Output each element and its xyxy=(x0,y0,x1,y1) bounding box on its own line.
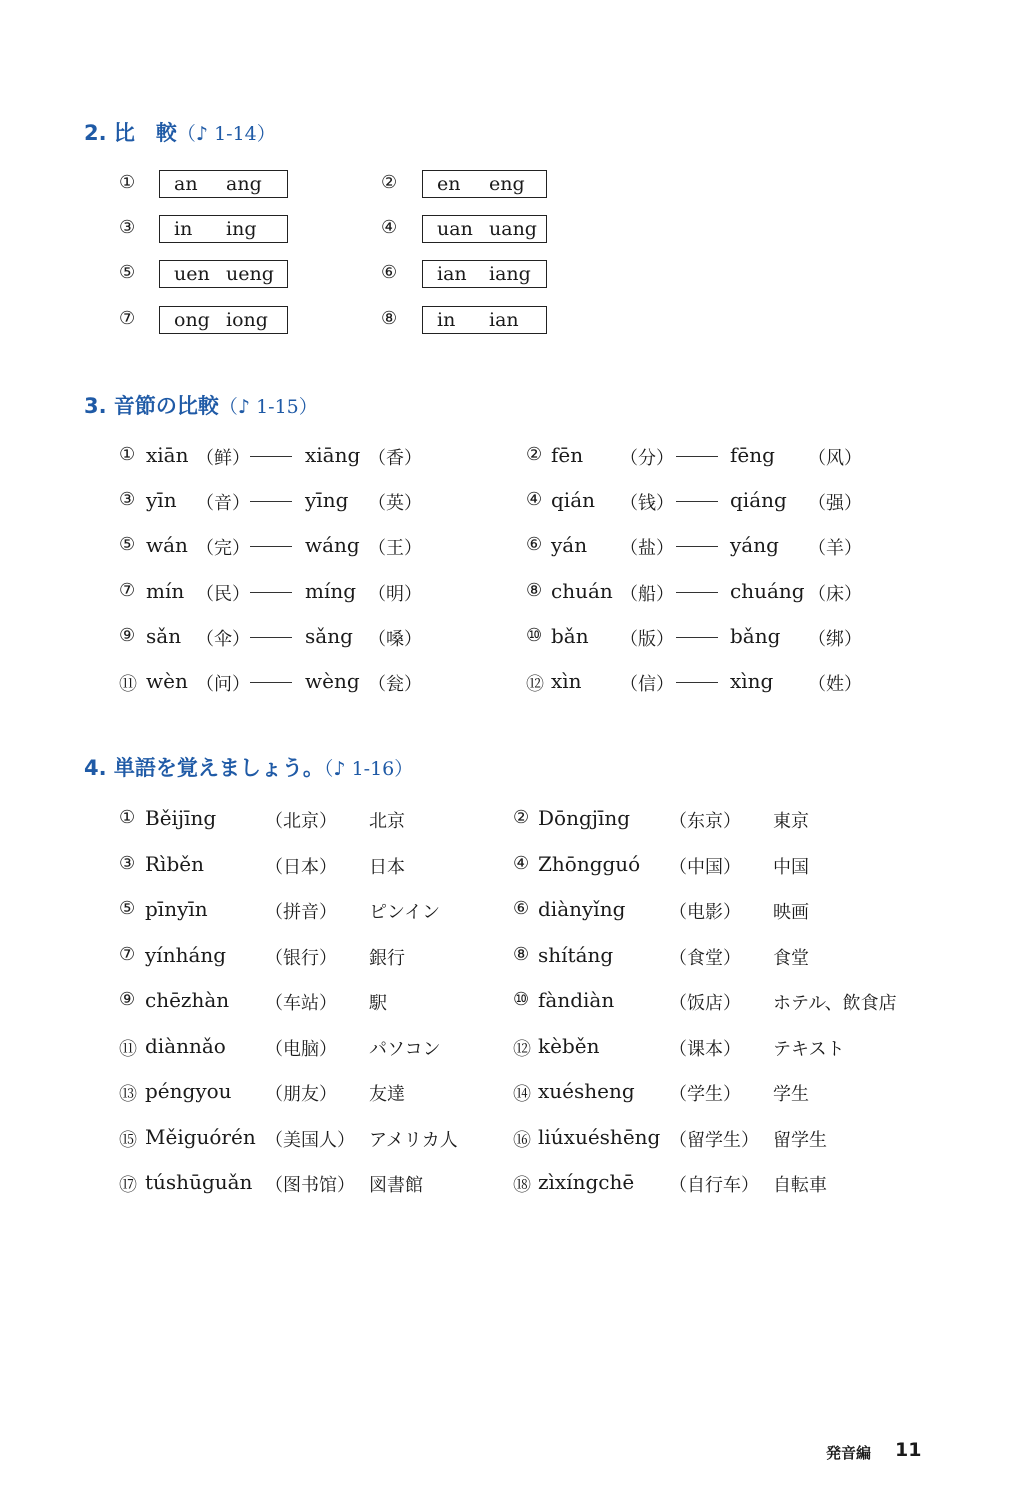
word-pinyin: diànyǐng xyxy=(538,897,626,921)
item-number: ① xyxy=(119,172,136,193)
hanzi-b: （姓） xyxy=(808,674,862,695)
word-japanese: 図書館 xyxy=(369,1175,423,1196)
comparison-dash xyxy=(250,501,292,502)
item-number: ⑫ xyxy=(513,1039,531,1060)
item-number: ⑧ xyxy=(513,944,530,965)
comparison-dash xyxy=(676,637,718,638)
word-hanzi: （课本） xyxy=(669,1039,741,1060)
item-number: ③ xyxy=(119,217,136,238)
word-hanzi: （车站） xyxy=(265,993,337,1014)
word-japanese: 友達 xyxy=(369,1084,405,1105)
pinyin-a: bǎn xyxy=(551,624,589,648)
hanzi-b: （英） xyxy=(368,493,422,514)
word-japanese: ホテル、飲食店 xyxy=(773,993,897,1014)
comparison-dash xyxy=(676,592,718,593)
word-japanese: 食堂 xyxy=(773,948,809,969)
final-pair-box xyxy=(159,306,288,334)
hanzi-a: （版） xyxy=(620,629,674,650)
pinyin-a: fēn xyxy=(551,443,584,467)
hanzi-a: （问） xyxy=(196,674,250,695)
hanzi-b: （明） xyxy=(368,584,422,605)
comparison-dash xyxy=(250,637,292,638)
item-number: ② xyxy=(513,807,530,828)
section-title: 3. 音節の比較 xyxy=(84,394,219,418)
comparison-dash xyxy=(250,546,292,547)
pinyin-b: míng xyxy=(305,579,357,603)
hanzi-b: （香） xyxy=(368,448,422,469)
item-number: ⑱ xyxy=(513,1175,531,1196)
pinyin-a: yīn xyxy=(146,488,177,512)
item-number: ⑧ xyxy=(381,308,398,329)
item-number: ⑩ xyxy=(526,625,543,646)
word-pinyin: xuésheng xyxy=(538,1079,635,1103)
item-number: ⑪ xyxy=(119,1039,137,1060)
item-number: ④ xyxy=(526,489,543,510)
word-hanzi: （食堂） xyxy=(669,948,741,969)
word-pinyin: zìxíngchē xyxy=(538,1170,635,1194)
hanzi-b: （床） xyxy=(808,584,862,605)
word-japanese: 留学生 xyxy=(773,1130,827,1151)
word-pinyin: yínháng xyxy=(145,943,227,967)
word-hanzi: （拼音） xyxy=(265,902,337,923)
word-hanzi: （图书馆） xyxy=(265,1175,355,1196)
word-pinyin: diànnǎo xyxy=(145,1034,226,1058)
section-3-heading xyxy=(84,390,318,420)
word-japanese: 日本 xyxy=(369,857,405,878)
item-number: ⑥ xyxy=(513,898,530,919)
final-a: en xyxy=(437,173,461,195)
final-a: in xyxy=(174,218,193,240)
pinyin-a: xiān xyxy=(146,443,189,467)
comparison-dash xyxy=(250,456,292,457)
hanzi-a: （音） xyxy=(196,493,250,514)
pinyin-a: wán xyxy=(146,533,188,557)
final-pair-box xyxy=(159,215,288,243)
word-pinyin: Rìběn xyxy=(145,852,204,876)
pinyin-a: qián xyxy=(551,488,596,512)
final-pair-box xyxy=(159,260,288,288)
pinyin-a: sǎn xyxy=(146,624,182,648)
item-number: ④ xyxy=(381,217,398,238)
item-number: ⑨ xyxy=(119,625,136,646)
word-hanzi: （北京） xyxy=(265,811,337,832)
word-pinyin: Běijīng xyxy=(145,806,217,830)
comparison-dash xyxy=(250,682,292,683)
final-pair-box xyxy=(422,260,547,288)
final-b: iang xyxy=(489,263,531,285)
word-japanese: テキスト xyxy=(773,1039,845,1060)
pinyin-b: yáng xyxy=(730,533,779,557)
word-pinyin: chēzhàn xyxy=(145,988,230,1012)
word-hanzi: （电影） xyxy=(669,902,741,923)
item-number: ⑩ xyxy=(513,989,530,1010)
word-japanese: 駅 xyxy=(369,993,387,1014)
item-number: ③ xyxy=(119,853,136,874)
item-number: ⑤ xyxy=(119,898,136,919)
final-a: ong xyxy=(174,309,210,331)
item-number: ⑪ xyxy=(119,674,137,695)
final-b: iong xyxy=(226,309,268,331)
hanzi-b: （瓮） xyxy=(368,674,422,695)
comparison-dash xyxy=(676,456,718,457)
hanzi-a: （伞） xyxy=(196,629,250,650)
final-b: ian xyxy=(489,309,519,331)
word-pinyin: péngyou xyxy=(145,1079,232,1103)
item-number: ② xyxy=(381,172,398,193)
item-number: ③ xyxy=(119,489,136,510)
word-pinyin: Zhōngguó xyxy=(538,852,641,876)
item-number: ⑦ xyxy=(119,580,136,601)
word-hanzi: （东京） xyxy=(669,811,741,832)
audio-track-ref: （♪ 1-15） xyxy=(218,396,318,418)
pinyin-b: xiāng xyxy=(305,443,361,467)
hanzi-a: （钱） xyxy=(620,493,674,514)
word-japanese: 自転車 xyxy=(773,1175,827,1196)
word-japanese: 銀行 xyxy=(369,948,405,969)
item-number: ⑫ xyxy=(526,674,544,695)
hanzi-a: （信） xyxy=(620,674,674,695)
item-number: ① xyxy=(119,444,136,465)
word-japanese: パソコン xyxy=(369,1039,441,1060)
item-number: ⑥ xyxy=(526,534,543,555)
word-japanese: 映画 xyxy=(773,902,809,923)
word-hanzi: （学生） xyxy=(669,1084,741,1105)
final-a: in xyxy=(437,309,456,331)
item-number: ⑦ xyxy=(119,308,136,329)
word-hanzi: （留学生） xyxy=(669,1130,759,1151)
final-pair-box xyxy=(422,170,547,198)
final-b: ing xyxy=(226,218,257,240)
word-japanese: ピンイン xyxy=(369,902,441,923)
comparison-dash xyxy=(676,501,718,502)
pinyin-b: wáng xyxy=(305,533,360,557)
pinyin-a: xìn xyxy=(551,669,582,693)
pinyin-b: yīng xyxy=(305,488,349,512)
word-hanzi: （中国） xyxy=(669,857,741,878)
word-hanzi: （饭店） xyxy=(669,993,741,1014)
pinyin-b: fēng xyxy=(730,443,775,467)
item-number: ⑤ xyxy=(119,534,136,555)
word-japanese: アメリカ人 xyxy=(369,1130,458,1151)
item-number: ④ xyxy=(513,853,530,874)
item-number: ⑤ xyxy=(119,262,136,283)
hanzi-a: （民） xyxy=(196,584,250,605)
final-b: eng xyxy=(489,173,525,195)
item-number: ⑧ xyxy=(526,580,543,601)
hanzi-a: （鲜） xyxy=(196,448,250,469)
final-b: ang xyxy=(226,173,262,195)
comparison-dash xyxy=(250,592,292,593)
item-number: ① xyxy=(119,807,136,828)
section-title: 4. 単語を覚えましょう。 xyxy=(84,756,324,780)
item-number: ⑦ xyxy=(119,944,136,965)
final-a: ian xyxy=(437,263,467,285)
word-hanzi: （自行车） xyxy=(669,1175,759,1196)
word-hanzi: （电脑） xyxy=(265,1039,337,1060)
pinyin-b: xìng xyxy=(730,669,774,693)
word-hanzi: （美国人） xyxy=(265,1130,355,1151)
item-number: ⑯ xyxy=(513,1130,531,1151)
final-pair-box xyxy=(422,306,547,334)
word-pinyin: Dōngjīng xyxy=(538,806,631,830)
word-pinyin: liúxuéshēng xyxy=(538,1125,661,1149)
pinyin-a: yán xyxy=(551,533,588,557)
word-hanzi: （银行） xyxy=(265,948,337,969)
item-number: ⑬ xyxy=(119,1084,137,1105)
word-pinyin: túshūguǎn xyxy=(145,1170,253,1194)
pinyin-b: sǎng xyxy=(305,624,353,648)
hanzi-b: （绑） xyxy=(808,629,862,650)
hanzi-b: （风） xyxy=(808,448,862,469)
word-japanese: 中国 xyxy=(773,857,809,878)
item-number: ⑨ xyxy=(119,989,136,1010)
word-hanzi: （朋友） xyxy=(265,1084,337,1105)
item-number: ⑭ xyxy=(513,1084,531,1105)
hanzi-b: （王） xyxy=(368,538,422,559)
comparison-dash xyxy=(676,682,718,683)
footer-section-label: 発音編 xyxy=(826,1444,872,1462)
pinyin-b: chuáng xyxy=(730,579,805,603)
hanzi-b: （嗓） xyxy=(368,629,422,650)
hanzi-a: （完） xyxy=(196,538,250,559)
section-title: 2. 比 較 xyxy=(84,121,177,145)
hanzi-b: （羊） xyxy=(808,538,862,559)
section-2-heading xyxy=(84,117,276,147)
pinyin-a: chuán xyxy=(551,579,613,603)
hanzi-a: （盐） xyxy=(620,538,674,559)
word-japanese: 北京 xyxy=(369,811,405,832)
final-pair-box xyxy=(159,170,288,198)
final-b: ueng xyxy=(226,263,274,285)
word-japanese: 学生 xyxy=(773,1084,809,1105)
final-b: uang xyxy=(489,218,537,240)
page-number: 11 xyxy=(895,1439,922,1461)
final-a: uan xyxy=(437,218,473,240)
pinyin-a: wèn xyxy=(146,669,188,693)
word-pinyin: shítáng xyxy=(538,943,614,967)
final-a: uen xyxy=(174,263,210,285)
word-pinyin: Měiguórén xyxy=(145,1125,256,1149)
audio-track-ref: （♪ 1-14） xyxy=(176,123,276,145)
item-number: ② xyxy=(526,444,543,465)
word-hanzi: （日本） xyxy=(265,857,337,878)
pinyin-b: qiáng xyxy=(730,488,787,512)
pinyin-b: wèng xyxy=(305,669,360,693)
final-pair-box xyxy=(422,215,547,243)
item-number: ⑥ xyxy=(381,262,398,283)
audio-track-ref: （♪ 1-16） xyxy=(323,758,414,780)
item-number: ⑰ xyxy=(119,1175,137,1196)
word-pinyin: pīnyīn xyxy=(145,897,208,921)
pinyin-b: bǎng xyxy=(730,624,781,648)
item-number: ⑮ xyxy=(119,1130,137,1151)
word-pinyin: kèběn xyxy=(538,1034,600,1058)
final-a: an xyxy=(174,173,198,195)
hanzi-a: （船） xyxy=(620,584,674,605)
pinyin-a: mín xyxy=(146,579,185,603)
hanzi-a: （分） xyxy=(620,448,674,469)
word-pinyin: fàndiàn xyxy=(538,988,615,1012)
section-4-heading xyxy=(84,752,413,782)
comparison-dash xyxy=(676,546,718,547)
hanzi-b: （强） xyxy=(808,493,862,514)
word-japanese: 東京 xyxy=(773,811,809,832)
